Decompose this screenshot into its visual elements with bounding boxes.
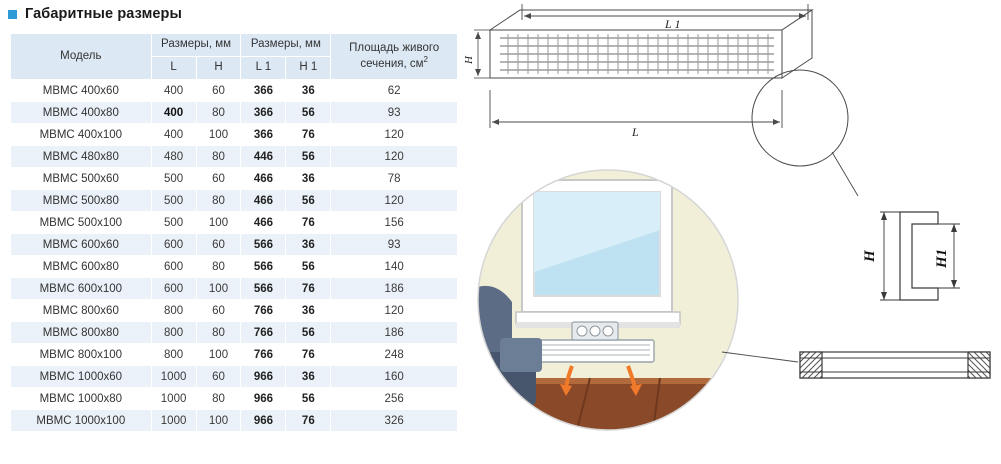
cell-area: 120 — [331, 300, 458, 322]
cell-h: 60 — [196, 168, 241, 190]
cell-model: МВМС 800х80 — [11, 322, 152, 344]
table-row — [11, 256, 458, 278]
label-h-section: H — [862, 250, 878, 262]
table-body — [11, 80, 458, 432]
cell-model: МВМС 800х100 — [11, 344, 152, 366]
bullet-square-icon — [8, 10, 17, 19]
cell-l: 600 — [151, 256, 196, 278]
cell-l: 500 — [151, 190, 196, 212]
header-h: H — [196, 57, 241, 80]
cell-model: МВМС 500х80 — [11, 190, 152, 212]
cell-model: МВМС 600х60 — [11, 234, 152, 256]
table-row — [11, 322, 458, 344]
cell-l: 400 — [151, 124, 196, 146]
header-l1: L 1 — [241, 57, 286, 80]
detail-circle — [752, 70, 848, 166]
grille-perspective-drawing — [463, 4, 858, 196]
cell-model: МВМС 1000х100 — [11, 410, 152, 432]
cell-h1: 56 — [286, 102, 331, 124]
cell-area: 326 — [331, 410, 458, 432]
cell-l: 500 — [151, 168, 196, 190]
cell-h1: 36 — [286, 168, 331, 190]
table-row — [11, 212, 458, 234]
cell-model: МВМС 1000х60 — [11, 366, 152, 388]
cell-h1: 36 — [286, 366, 331, 388]
cell-h: 60 — [196, 366, 241, 388]
cell-l: 800 — [151, 344, 196, 366]
cell-area: 120 — [331, 190, 458, 212]
cell-area: 120 — [331, 146, 458, 168]
cell-l1: 566 — [241, 278, 286, 300]
table-row — [11, 168, 458, 190]
cell-area: 93 — [331, 102, 458, 124]
table-row — [11, 146, 458, 168]
cell-area: 78 — [331, 168, 458, 190]
cell-l: 400 — [151, 80, 196, 102]
cell-model: МВМС 400х100 — [11, 124, 152, 146]
cell-l: 480 — [151, 146, 196, 168]
cell-h1: 76 — [286, 124, 331, 146]
table-head — [11, 34, 458, 80]
detail-leader-line — [832, 152, 858, 196]
cell-h: 80 — [196, 190, 241, 212]
cell-model: МВМС 400х60 — [11, 80, 152, 102]
cell-area: 160 — [331, 366, 458, 388]
cell-l: 400 — [151, 102, 196, 124]
header-group-dims-2: Размеры, мм — [241, 34, 331, 57]
cell-l1: 446 — [241, 146, 286, 168]
cell-area: 140 — [331, 256, 458, 278]
cell-h: 80 — [196, 388, 241, 410]
cell-h: 80 — [196, 322, 241, 344]
cell-l: 800 — [151, 300, 196, 322]
page-title-text: Габаритные размеры — [25, 6, 182, 22]
technical-drawing — [460, 0, 1001, 464]
cell-l1: 966 — [241, 388, 286, 410]
header-h1: H 1 — [286, 57, 331, 80]
cell-h: 80 — [196, 146, 241, 168]
cell-l1: 766 — [241, 344, 286, 366]
cell-l1: 366 — [241, 102, 286, 124]
cell-h1: 76 — [286, 278, 331, 300]
table-row — [11, 366, 458, 388]
table-row — [11, 80, 458, 102]
cell-l1: 966 — [241, 366, 286, 388]
cell-h1: 36 — [286, 234, 331, 256]
cell-area: 248 — [331, 344, 458, 366]
cell-h1: 76 — [286, 344, 331, 366]
page-title — [8, 6, 182, 22]
cell-h: 60 — [196, 80, 241, 102]
label-h1-section: H1 — [934, 248, 950, 268]
label-l1-top: L 1 — [665, 17, 681, 31]
cell-h: 100 — [196, 212, 241, 234]
cell-h1: 56 — [286, 256, 331, 278]
cell-l: 1000 — [151, 366, 196, 388]
header-l: L — [151, 57, 196, 80]
cell-l1: 566 — [241, 234, 286, 256]
cell-h: 60 — [196, 300, 241, 322]
cell-h: 100 — [196, 410, 241, 432]
cell-area: 62 — [331, 80, 458, 102]
cell-model: МВМС 400х80 — [11, 102, 152, 124]
cell-h1: 76 — [286, 410, 331, 432]
scene-leader-line — [722, 352, 798, 362]
cell-l: 600 — [151, 234, 196, 256]
cell-l1: 766 — [241, 300, 286, 322]
cell-l1: 466 — [241, 168, 286, 190]
header-area-text: Площадь живого сечения, см — [349, 41, 440, 70]
cell-area: 256 — [331, 388, 458, 410]
cell-h1: 36 — [286, 80, 331, 102]
cell-h: 100 — [196, 124, 241, 146]
cell-l1: 766 — [241, 322, 286, 344]
cell-h1: 76 — [286, 212, 331, 234]
cell-h1: 56 — [286, 388, 331, 410]
plan-section-drawing — [800, 352, 990, 378]
cell-model: МВМС 600х100 — [11, 278, 152, 300]
cell-area: 120 — [331, 124, 458, 146]
table-row — [11, 124, 458, 146]
table-row — [11, 300, 458, 322]
header-model: Модель — [11, 34, 152, 80]
table-row — [11, 190, 458, 212]
cell-l: 600 — [151, 278, 196, 300]
cell-h1: 36 — [286, 300, 331, 322]
header-group-dims-1: Размеры, мм — [151, 34, 241, 57]
cell-h: 100 — [196, 344, 241, 366]
cell-h: 60 — [196, 234, 241, 256]
cell-area: 186 — [331, 278, 458, 300]
dimension-l — [490, 90, 782, 128]
table-row — [11, 102, 458, 124]
table-row — [11, 410, 458, 432]
cell-h1: 56 — [286, 190, 331, 212]
cell-area: 156 — [331, 212, 458, 234]
dimensions-table — [10, 33, 458, 432]
cell-l: 1000 — [151, 388, 196, 410]
cell-l: 500 — [151, 212, 196, 234]
cell-h1: 56 — [286, 146, 331, 168]
cell-l1: 366 — [241, 124, 286, 146]
cell-h: 100 — [196, 278, 241, 300]
cell-model: МВМС 600х80 — [11, 256, 152, 278]
cell-area: 93 — [331, 234, 458, 256]
cell-h: 80 — [196, 256, 241, 278]
cell-model: МВМС 1000х80 — [11, 388, 152, 410]
cell-l1: 466 — [241, 190, 286, 212]
cell-l1: 566 — [241, 256, 286, 278]
dimension-h — [880, 212, 900, 300]
room-scene-illustration — [474, 170, 798, 438]
label-l-bottom: L — [632, 125, 639, 139]
cell-l: 1000 — [151, 410, 196, 432]
cell-area: 186 — [331, 322, 458, 344]
cross-section-drawing — [862, 212, 960, 300]
table-row — [11, 278, 458, 300]
dimensions-table-container — [10, 33, 458, 432]
illustration-panel — [460, 0, 1001, 464]
cell-model: МВМС 500х60 — [11, 168, 152, 190]
header-area — [331, 34, 458, 80]
cell-l1: 366 — [241, 80, 286, 102]
cell-l1: 466 — [241, 212, 286, 234]
label-h-left: H — [463, 56, 475, 64]
cell-l1: 966 — [241, 410, 286, 432]
table-header-row-1 — [11, 34, 458, 57]
cell-h: 80 — [196, 102, 241, 124]
cell-model: МВМС 480х80 — [11, 146, 152, 168]
cell-l: 800 — [151, 322, 196, 344]
table-row — [11, 234, 458, 256]
cell-model: МВМС 500х100 — [11, 212, 152, 234]
table-row — [11, 388, 458, 410]
header-area-sup: 2 — [423, 55, 428, 65]
cell-h1: 56 — [286, 322, 331, 344]
cell-model: МВМС 800х60 — [11, 300, 152, 322]
table-row — [11, 344, 458, 366]
